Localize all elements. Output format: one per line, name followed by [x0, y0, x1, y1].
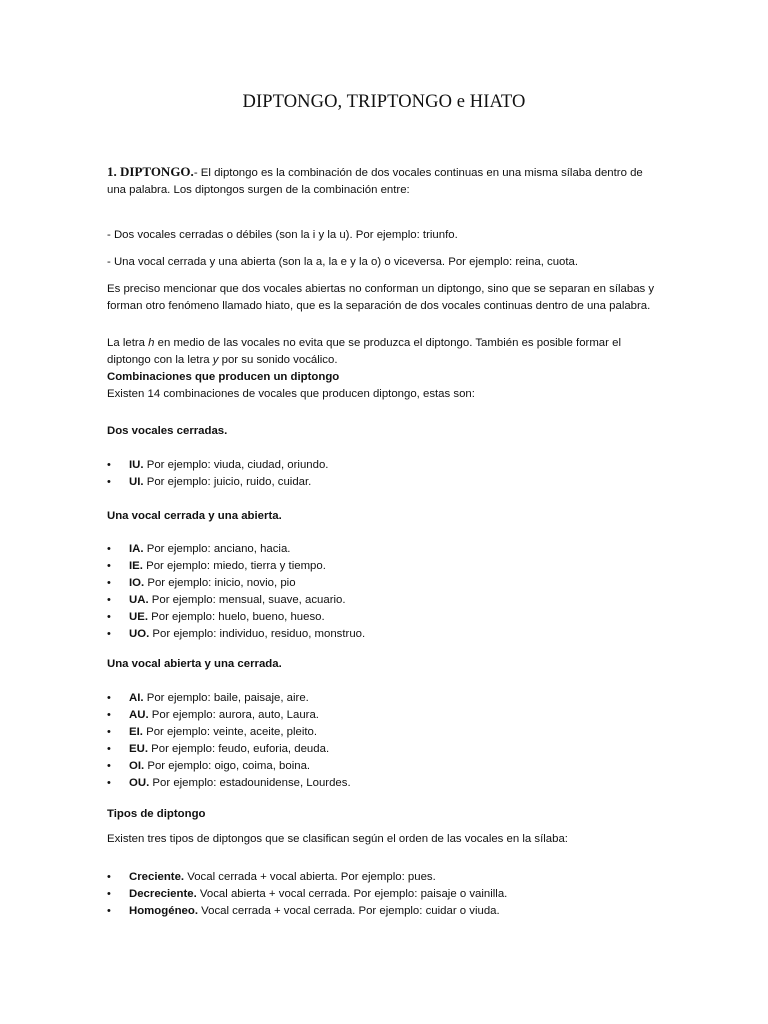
section-heading: 1. DIPTONGO. [107, 164, 194, 179]
hiato-note: Es preciso mencionar que dos vocales abiertas no conforman un diptongo, sino que se separan en sílabas y forman otro fenómeno llamado hiato, que es la separación de dos vocales continuas dentro de una palabra. [107, 283, 655, 312]
letter-h: h [148, 337, 155, 349]
list-item: • IA. Por ejemplo: anciano, hacia. [107, 541, 667, 558]
letter-h-paragraph: La letra h en medio de las vocales no evita que se produzca el diptongo. También es posible formar el diptongo con la letra y por su sonido vocálico. Combinaciones que producen un diptongo Existen 14 combinaciones de vocales que producen diptongo, estas son: [107, 335, 667, 403]
list-item: • OU. Por ejemplo: estadounidense, Lourdes. [107, 775, 667, 792]
group-heading-closed-open: Una vocal cerrada y una abierta. [107, 510, 282, 522]
list-item: • Decreciente. Vocal abierta + vocal cerrada. Por ejemplo: paisaje o vainilla. [107, 886, 667, 903]
dash-item-1: - Dos vocales cerradas o débiles (son la i y la u). Por ejemplo: triunfo. [107, 229, 458, 241]
list-item: • OI. Por ejemplo: oigo, coima, boina. [107, 758, 667, 775]
list-item: • AU. Por ejemplo: aurora, auto, Laura. [107, 707, 667, 724]
group-heading-open-closed: Una vocal abierta y una cerrada. [107, 658, 282, 670]
group-list-open-closed [107, 690, 667, 792]
intro-line-2: una palabra. Los diptongos surgen de la combinación entre: [107, 184, 410, 196]
dash-item-2: - Una vocal cerrada y una abierta (son la a, la e y la o) o viceversa. Por ejemplo: reina, cuota. [107, 256, 579, 268]
combinations-intro: Existen 14 combinaciones de vocales que producen diptongo, estas son: [107, 388, 475, 400]
types-intro: Existen tres tipos de diptongos que se clasifican según el orden de las vocales en la sílaba: [107, 833, 568, 845]
list-item: • UO. Por ejemplo: individuo, residuo, monstruo. [107, 626, 667, 643]
list-item: • Homogéneo. Vocal cerrada + vocal cerrada. Por ejemplo: cuidar o viuda. [107, 903, 667, 920]
group-list-closed-open [107, 541, 667, 643]
list-item: • EU. Por ejemplo: feudo, euforia, deuda. [107, 741, 667, 758]
section-diptongo-intro [107, 163, 667, 199]
group-heading-closed-closed: Dos vocales cerradas. [107, 425, 228, 437]
types-list [107, 869, 667, 920]
list-item: • AI. Por ejemplo: baile, paisaje, aire. [107, 690, 667, 707]
letter-y: y [212, 354, 219, 366]
page-title: DIPTONGO, TRIPTONGO e HIATO [242, 92, 526, 112]
list-item: • UA. Por ejemplo: mensual, suave, acuario. [107, 592, 667, 609]
group-list-closed-closed [107, 457, 667, 491]
list-item: • IO. Por ejemplo: inicio, novio, pio [107, 575, 667, 592]
list-item: • UE. Por ejemplo: huelo, bueno, hueso. [107, 609, 667, 626]
list-item: • UI. Por ejemplo: juicio, ruido, cuidar. [107, 474, 667, 491]
intro-line-1: 1. DIPTONGO.- El diptongo es la combinación de dos vocales continuas en una misma sílaba dentro de [107, 164, 643, 179]
list-item: • Creciente. Vocal cerrada + vocal abierta. Por ejemplo: pues. [107, 869, 667, 886]
list-item: • EI. Por ejemplo: veinte, aceite, pleito. [107, 724, 667, 741]
types-heading: Tipos de diptongo [107, 808, 206, 820]
list-item: • IU. Por ejemplo: viuda, ciudad, oriundo. [107, 457, 667, 474]
combinations-heading: Combinaciones que producen un diptongo [107, 371, 340, 383]
list-item: • IE. Por ejemplo: miedo, tierra y tiempo. [107, 558, 667, 575]
